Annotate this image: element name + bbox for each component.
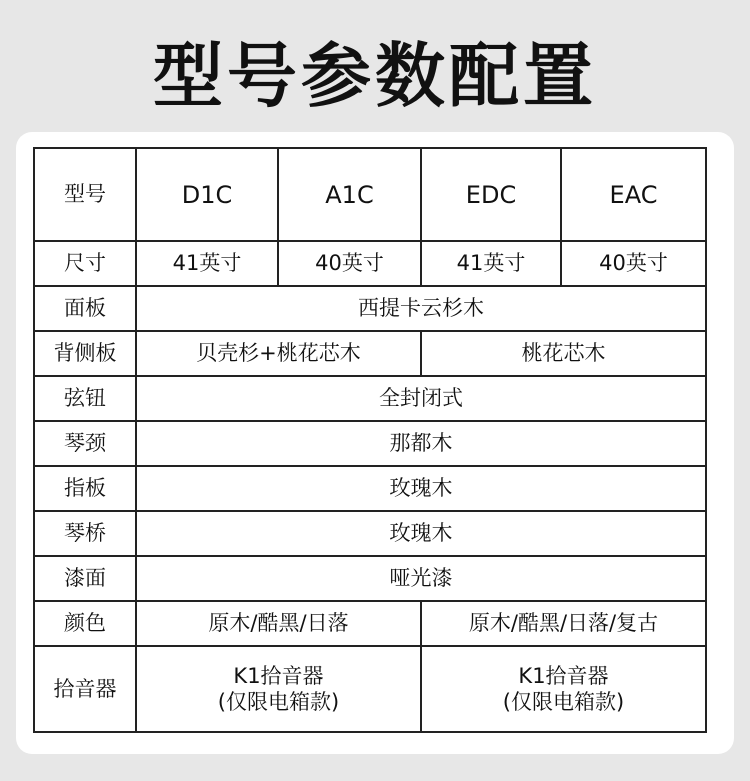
size-cell: 41英寸 bbox=[421, 241, 561, 286]
size-cell: 41英寸 bbox=[136, 241, 278, 286]
pickup-name: K1拾音器 bbox=[233, 663, 324, 688]
pickup-note: (仅限电箱款) bbox=[502, 690, 625, 714]
model-cell-edc: EDC bbox=[421, 148, 561, 241]
row-label-fingerboard: 指板 bbox=[34, 466, 136, 511]
tuner-value-cell: 全封闭式 bbox=[136, 376, 706, 421]
model-cell-a1c: A1C bbox=[278, 148, 421, 241]
row-label-neck: 琴颈 bbox=[34, 421, 136, 466]
color-value-cell: 原木/酷黑/日落/复古 bbox=[421, 601, 706, 646]
back-value-cell: 桃花芯木 bbox=[421, 331, 706, 376]
table-row-color bbox=[34, 601, 706, 646]
size-cell: 40英寸 bbox=[561, 241, 706, 286]
row-label-finish: 漆面 bbox=[34, 556, 136, 601]
row-label-tuner: 弦钮 bbox=[34, 376, 136, 421]
model-cell-eac: EAC bbox=[561, 148, 706, 241]
table-row-top bbox=[34, 286, 706, 331]
spec-table bbox=[33, 147, 707, 733]
row-label-model: 型号 bbox=[34, 148, 136, 241]
row-label-bridge: 琴桥 bbox=[34, 511, 136, 556]
bridge-value-cell: 玫瑰木 bbox=[136, 511, 706, 556]
row-label-size: 尺寸 bbox=[34, 241, 136, 286]
table-row-pickup bbox=[34, 646, 706, 732]
size-cell: 40英寸 bbox=[278, 241, 421, 286]
table-row-neck bbox=[34, 421, 706, 466]
pickup-value-cell bbox=[421, 646, 706, 732]
table-row-finish bbox=[34, 556, 706, 601]
model-cell-d1c: D1C bbox=[136, 148, 278, 241]
finish-value-cell: 哑光漆 bbox=[136, 556, 706, 601]
pickup-value-cell bbox=[136, 646, 421, 732]
table-row-back bbox=[34, 331, 706, 376]
row-label-color: 颜色 bbox=[34, 601, 136, 646]
color-value-cell: 原木/酷黑/日落 bbox=[136, 601, 421, 646]
row-label-back: 背侧板 bbox=[34, 331, 136, 376]
pickup-note: (仅限电箱款) bbox=[217, 690, 340, 714]
table-row-tuner bbox=[34, 376, 706, 421]
row-label-top: 面板 bbox=[34, 286, 136, 331]
row-label-pickup: 拾音器 bbox=[34, 646, 136, 732]
page-title: 型号参数配置 bbox=[153, 35, 597, 117]
neck-value-cell: 那都木 bbox=[136, 421, 706, 466]
top-value-cell: 西提卡云杉木 bbox=[136, 286, 706, 331]
table-row-bridge bbox=[34, 511, 706, 556]
table-row-model bbox=[34, 148, 706, 241]
back-value-cell: 贝壳杉+桃花芯木 bbox=[136, 331, 421, 376]
table-row-size bbox=[34, 241, 706, 286]
fingerboard-value-cell: 玫瑰木 bbox=[136, 466, 706, 511]
pickup-name: K1拾音器 bbox=[518, 663, 609, 688]
table-row-fingerboard bbox=[34, 466, 706, 511]
